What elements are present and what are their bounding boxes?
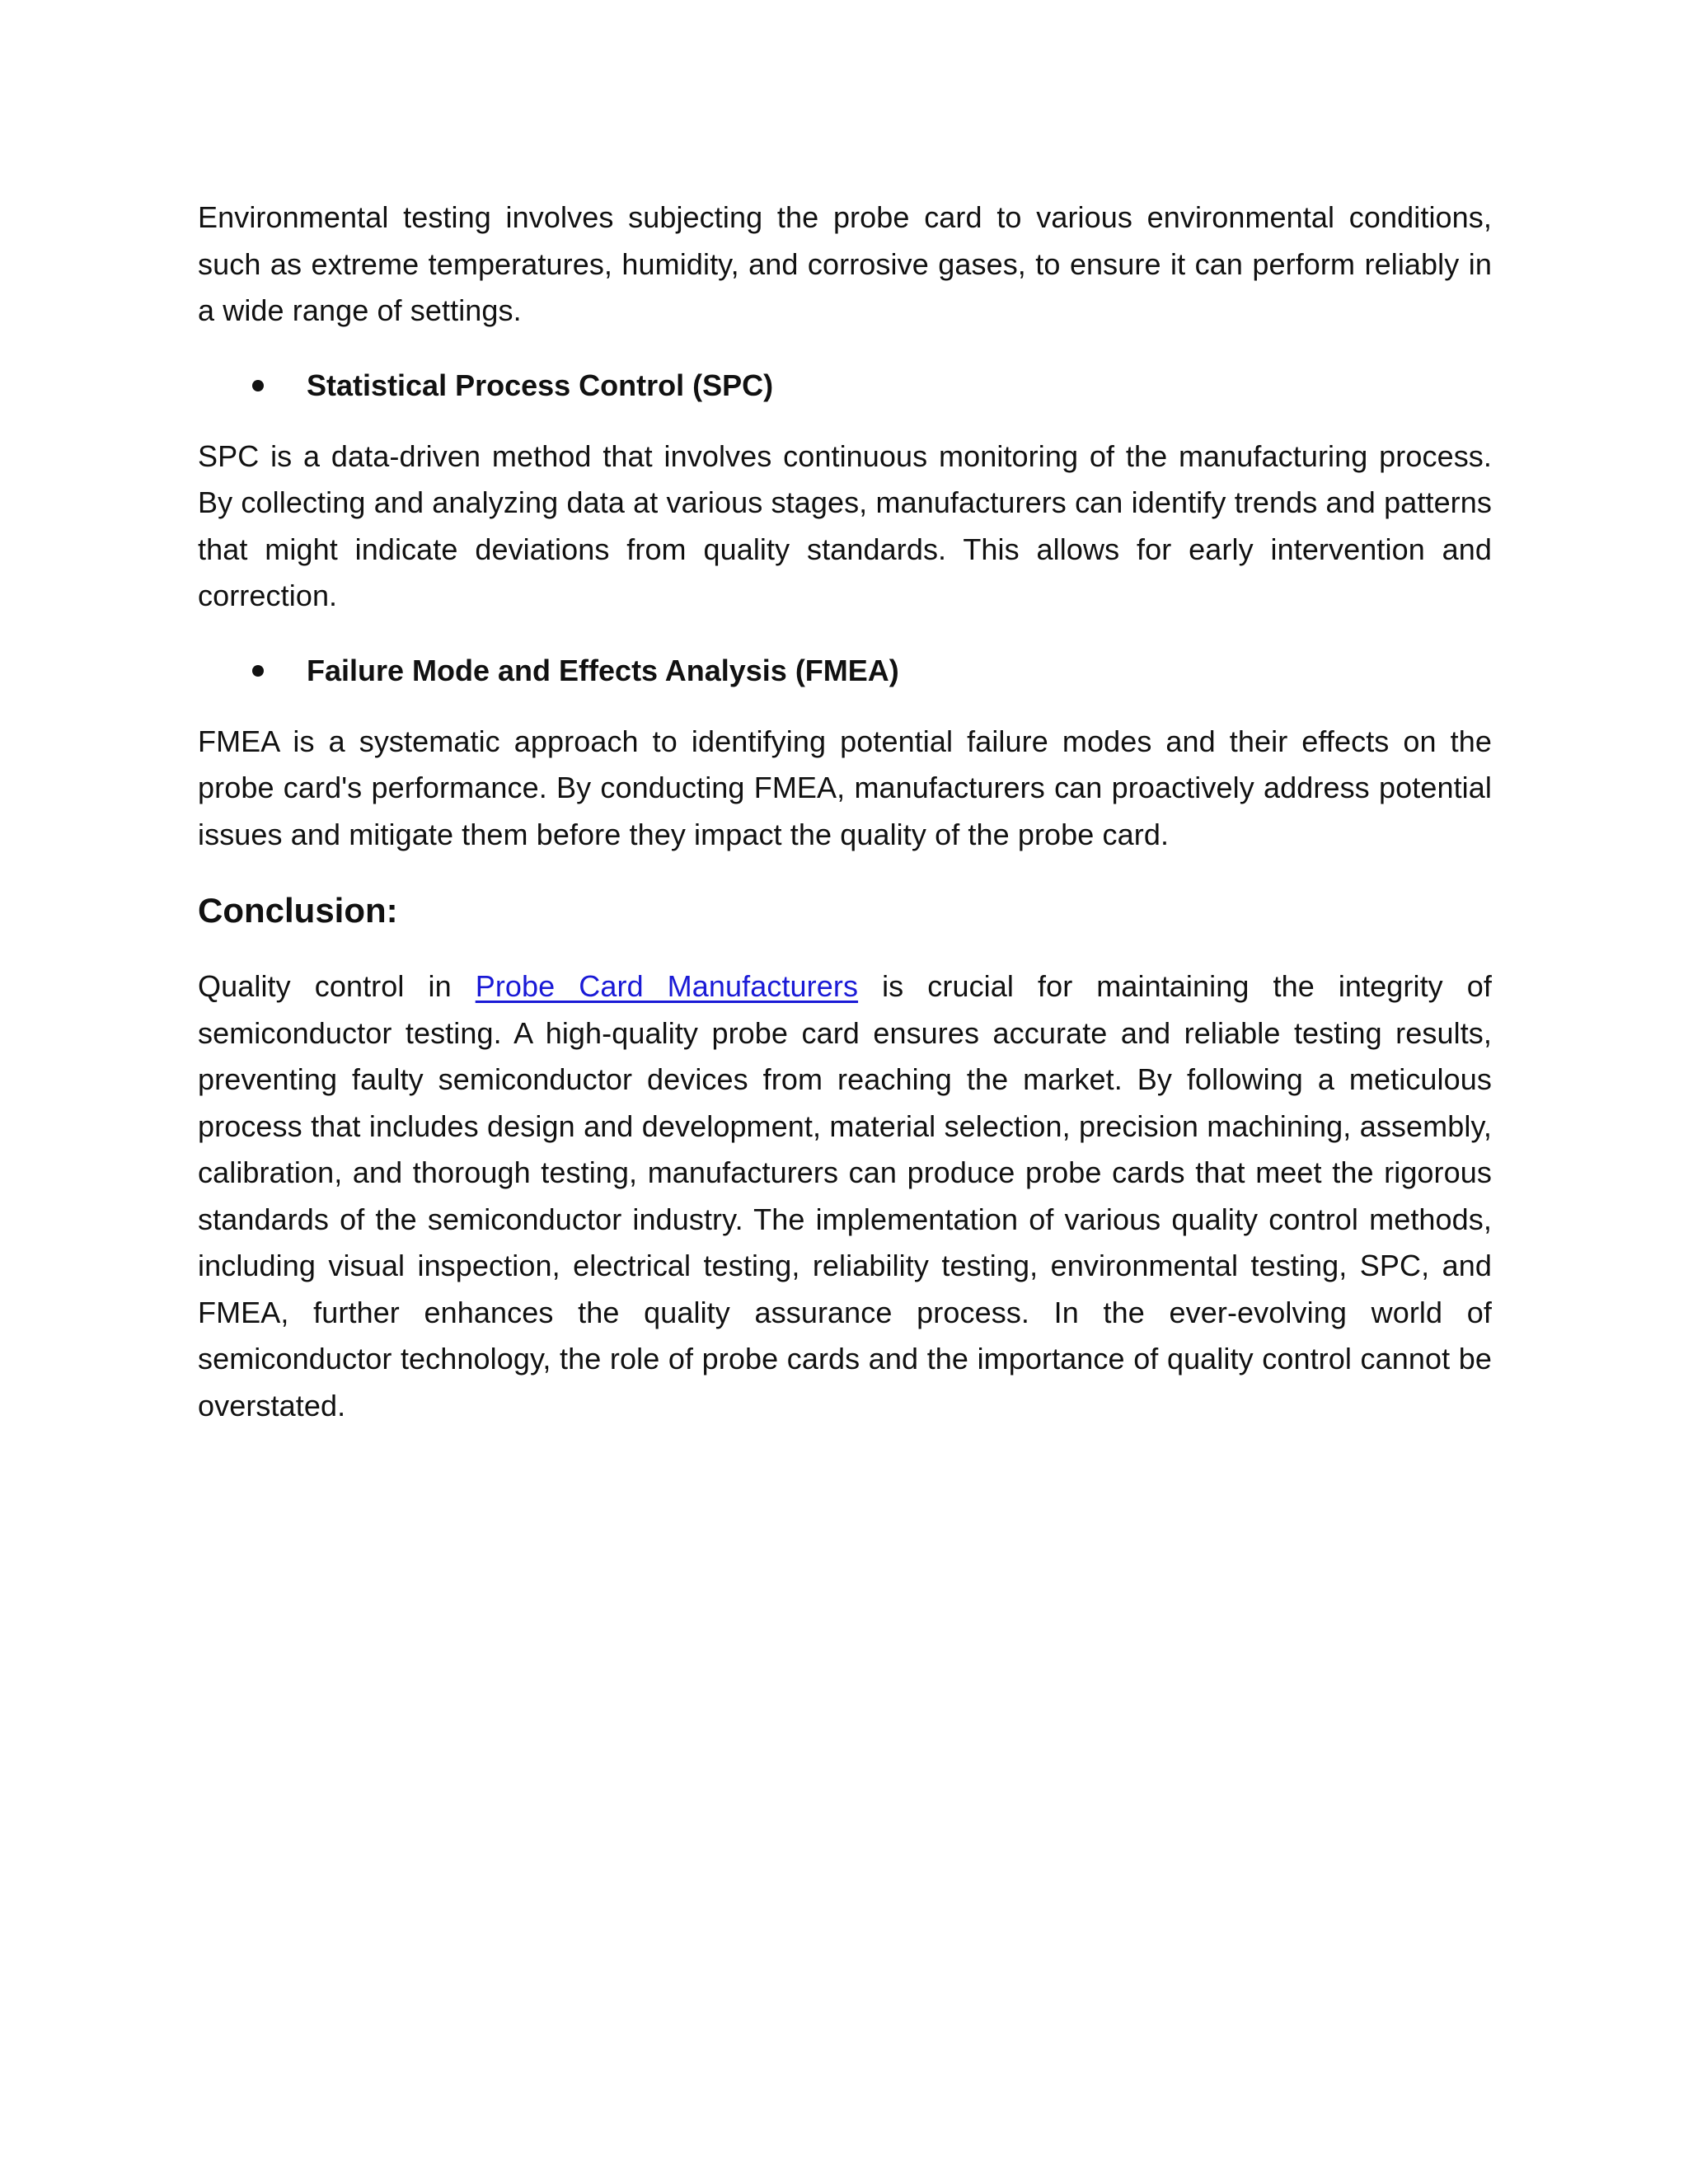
conclusion-text-after-link: is crucial for maintaining the integrity of semiconductor testing. A high-quality probe card ensures accurate and reliable testing results, preventing faulty semiconductor devices from reaching the market. By following a meticulous process that includes design and development, material selection, precision machining, assembly, calibration, and thorough testing, manufacturers can produce probe cards that meet the rigorous standards of the semiconductor industry. The implementation of various quality control methods, including visual inspection, electrical testing, reliability testing, environmental testing, SPC, and FMEA, further enhances the quality assurance process. In the ever-evolving world of semiconductor technology, the role of probe cards and the importance of quality control cannot be overstated. (198, 969, 1492, 1422)
intro-paragraph: Environmental testing involves subjecting the probe card to various environmental conditions, such as extreme temperatures, humidity, and corrosive gases, to ensure it can perform reliably in a wide range of settings. (198, 200, 1492, 327)
spc-paragraph: SPC is a data-driven method that involves continuous monitoring of the manufacturing process. By collecting and analyzing data at various stages, manufacturers can identify trends and patterns that might indicate deviations from quality standards. This allows for early intervention and correction. (198, 438, 1492, 612)
bullet-dot-icon (252, 665, 264, 677)
bullet-dot-icon (252, 380, 264, 391)
conclusion-heading: Conclusion: (198, 891, 398, 930)
bullet-item-fmea (198, 648, 1492, 694)
bullet-title: Statistical Process Control (SPC) (307, 368, 774, 402)
conclusion-text-before-link: Quality control in (198, 969, 476, 1003)
document-content (198, 194, 1492, 1429)
probe-card-manufacturers-link[interactable]: Probe Card Manufacturers (475, 969, 859, 1003)
bullet-title: Failure Mode and Effects Analysis (FMEA) (307, 653, 899, 687)
conclusion-paragraph (198, 963, 1492, 1429)
fmea-paragraph: FMEA is a systematic approach to identifying potential failure modes and their effects on the probe card's performance. By conducting FMEA, manufacturers can proactively address potential issues and mitigate them before they impact the quality of the probe card. (198, 724, 1492, 851)
bullet-item-spc (198, 363, 1492, 409)
